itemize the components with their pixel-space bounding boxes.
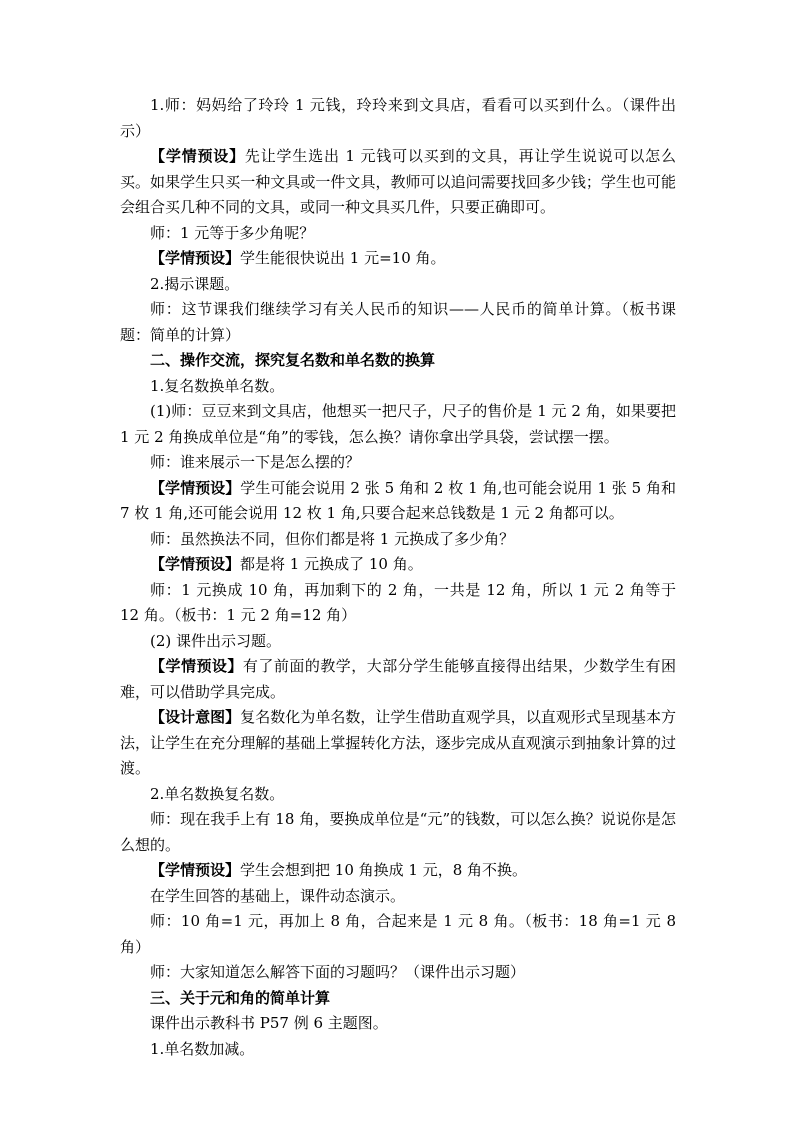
paragraph: 1.单名数加减。 xyxy=(150,1039,255,1058)
paragraph-text: 复名数化为单名数，让学生借助直观学具，以直观形式呈现基本方法，让学生在充分理解的基础上掌握转化方法，逐步完成从直观演示到抽象计算的过渡。 xyxy=(120,708,676,777)
learning-preview-tag: 【学情预设】 xyxy=(150,861,241,879)
learning-preview-paragraph xyxy=(120,858,676,884)
paragraph: 1.师：妈妈给了玲玲 1 元钱，玲玲来到文具店，看看可以买到什么。（课件出示） xyxy=(120,96,676,140)
learning-preview-tag: 【学情预设】 xyxy=(150,478,241,497)
document-body xyxy=(120,93,676,1062)
paragraph: 师：虽然换法不同，但你们都是将 1 元换成了多少角？ xyxy=(150,529,515,548)
learning-preview-tag: 【学情预设】 xyxy=(150,147,245,165)
section-heading: 三、关于元和角的简单计算 xyxy=(150,988,331,1007)
paragraph-text: 学生可能会说用 2 张 5 角和 2 枚 1 角,也可能会说用 1 张 5 角和 7 枚 1 角,还可能会说用 12 枚 1 角,只要合起来总钱数是 1 元 2 角都可以。 xyxy=(120,478,676,522)
paragraph: 1.复名数换单名数。 xyxy=(150,376,285,395)
design-intent-tag: 【设计意图】 xyxy=(150,708,241,726)
paragraph: 2.单名数换复名数。 xyxy=(150,784,285,803)
paragraph: 师：1 元换成 10 角，再加剩下的 2 角，一共是 12 角，所以 1 元 2 角等于 12 角。（板书：1 元 2 角=12 角） xyxy=(120,580,676,624)
learning-preview-paragraph xyxy=(120,654,676,705)
paragraph-text: 都是将 1 元换成了 10 角。 xyxy=(240,555,423,573)
paragraph: 2.揭示课题。 xyxy=(150,274,240,293)
learning-preview-tag: 【学情预设】 xyxy=(150,657,243,675)
learning-preview-tag: 【学情预设】 xyxy=(150,249,241,267)
paragraph: (1)师：豆豆来到文具店，他想买一把尺子，尺子的售价是 1 元 2 角，如果要把 1 元 2 角换成单位是“角”的零钱，怎么换？请你拿出学具袋，尝试摆一摆。 xyxy=(120,402,676,446)
section-heading: 二、操作交流，探究复名数和单名数的换算 xyxy=(150,351,436,369)
paragraph: 师：这节课我们继续学习有关人民币的知识——人民币的简单计算。（板书课题：简单的计算） xyxy=(120,300,676,344)
design-intent-paragraph xyxy=(120,705,676,782)
learning-preview-paragraph xyxy=(120,476,676,527)
paragraph: 师：10 角=1 元，再加上 8 角，合起来是 1 元 8 角。（板书：18 角=1 元 8 角） xyxy=(120,912,676,956)
learning-preview-tag: 【学情预设】 xyxy=(150,555,241,573)
paragraph: 课件出示教科书 P57 例 6 主题图。 xyxy=(150,1014,388,1032)
paragraph-text: 学生会想到把 10 角换成 1 元，8 角不换。 xyxy=(240,861,528,879)
paragraph-text: 先让学生选出 1 元钱可以买到的文具，再让学生说说可以怎么买。如果学生只买一种文具或一件文具，教师可以追问需要找回多少钱；学生也可能会组合买几种不同的文具，或同一种文具买几件，只要正确即可。 xyxy=(120,147,676,216)
paragraph-text: 有了前面的教学，大部分学生能够直接得出结果，少数学生有困难，可以借助学具完成。 xyxy=(120,657,676,701)
paragraph-text: 学生能很快说出 1 元=10 角。 xyxy=(240,249,446,267)
learning-preview-paragraph xyxy=(120,246,676,272)
paragraph: 师：1 元等于多少角呢？ xyxy=(150,223,315,242)
learning-preview-paragraph xyxy=(120,552,676,578)
paragraph: 师：现在我手上有 18 角，要换成单位是“元”的钱数，可以怎么换？说说你是怎么想的。 xyxy=(120,810,676,854)
paragraph: 师：大家知道怎么解答下面的习题吗？（课件出示习题） xyxy=(150,963,526,981)
paragraph: 师：谁来展示一下是怎么摆的？ xyxy=(150,453,361,471)
learning-preview-paragraph xyxy=(120,144,676,221)
paragraph: (2) 课件出示习题。 xyxy=(150,631,282,650)
paragraph: 在学生回答的基础上，课件动态演示。 xyxy=(150,886,406,905)
